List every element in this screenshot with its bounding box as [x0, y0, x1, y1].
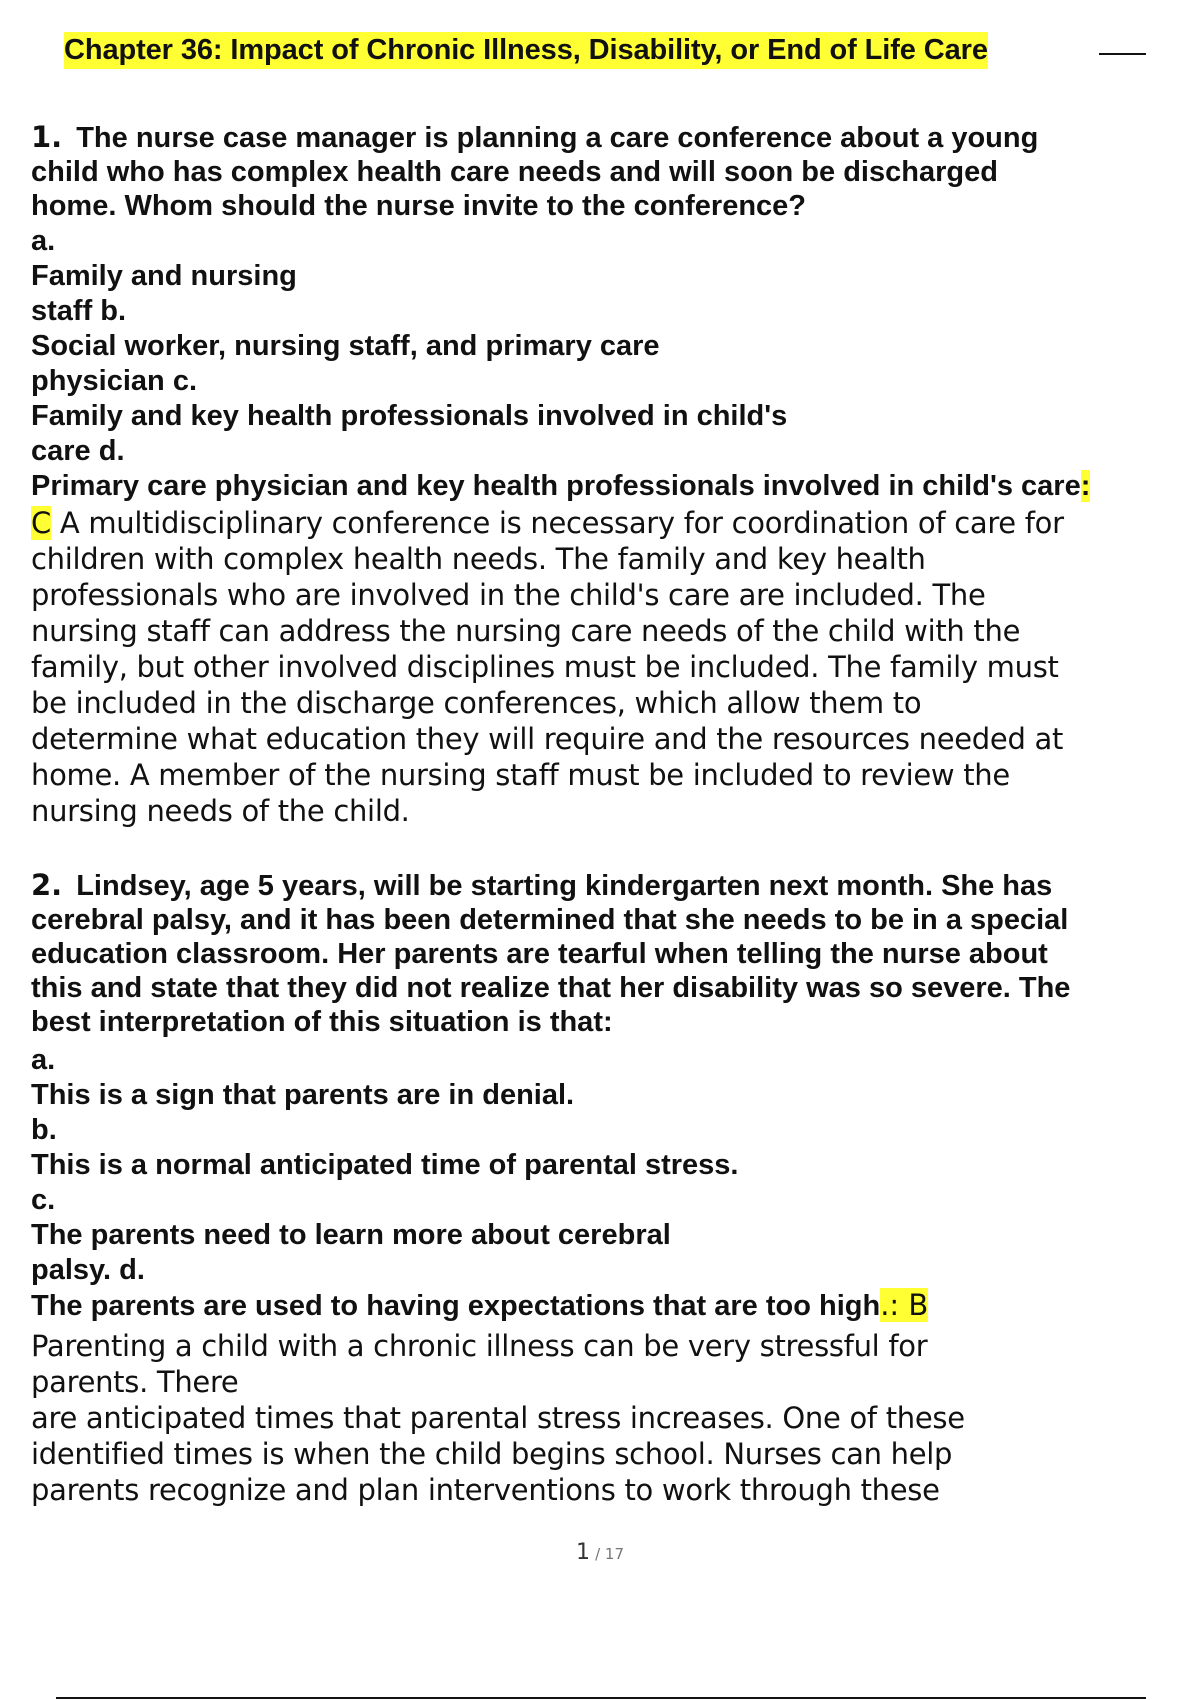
question-1 [31, 120, 1200, 223]
page-current: 1 [575, 1540, 590, 1565]
chapter-title: Chapter 36: Impact of Chronic Illness, Disability, or End of Life Care [64, 32, 988, 69]
question-stem-line: education classroom. Her parents are tearful when telling the nurse about [31, 938, 1048, 970]
question-number: 2. [31, 868, 63, 902]
option-line: Social worker, nursing staff, and primary care [31, 330, 660, 362]
option-line: care d. [31, 435, 125, 467]
option-line: palsy. d. [31, 1254, 145, 1286]
rationale-line: home. A member of the nursing staff must be included to review the [31, 758, 1010, 792]
option-line: b. [31, 1114, 57, 1146]
question-stem-line: best interpretation of this situation is that: [31, 1006, 613, 1038]
rationale-line: family, but other involved disciplines must be included. The family must [31, 650, 1059, 684]
question-number: 1. [31, 120, 63, 154]
footer-rule [56, 1697, 1146, 1699]
question-2 [31, 868, 1200, 1039]
question-1-rationale [31, 505, 1200, 829]
rationale-line: are anticipated times that parental stress increases. One of these [31, 1401, 965, 1435]
option-line: The parents are used to having expectations that are too high.: B [31, 1288, 929, 1322]
rationale-line: be included in the discharge conferences, which allow them to [31, 686, 922, 720]
option-line: The parents need to learn more about cerebral [31, 1219, 671, 1251]
question-stem-line: child who has complex health care needs and will soon be discharged [31, 156, 998, 188]
option-line: a. [31, 1044, 56, 1076]
option-line: physician c. [31, 365, 198, 397]
question-2-rationale [31, 1328, 1200, 1508]
option-line: Primary care physician and key health professionals involved in child's care: [31, 470, 1091, 502]
question-stem-line: cerebral palsy, and it has been determined that she needs to be in a special [31, 904, 1069, 936]
option-line: staff b. [31, 295, 127, 327]
question-stem-line: 2. Lindsey, age 5 years, will be starting kindergarten next month. She has [31, 868, 1053, 902]
answer-key: C [31, 506, 51, 540]
question-stem-line: home. Whom should the nurse invite to the conference? [31, 190, 807, 222]
rationale-line: professionals who are involved in the child's care are included. The [31, 578, 986, 612]
option-line: Family and key health professionals involved in child's [31, 400, 788, 432]
answer-key: .: B [880, 1288, 929, 1322]
option-line: Family and nursing [31, 260, 297, 292]
rationale-line: C A multidisciplinary conference is necessary for coordination of care for [31, 506, 1064, 540]
rationale-line: nursing staff can address the nursing care needs of the child with the [31, 614, 1021, 648]
chapter-title-row [56, 30, 1146, 72]
question-stem-line: this and state that they did not realize that her disability was so severe. The [31, 972, 1071, 1004]
page-total: / 17 [595, 1545, 624, 1563]
rationale-line: parents. There [31, 1365, 239, 1399]
rationale-line: Parenting a child with a chronic illness can be very stressful for [31, 1329, 928, 1363]
page-number [0, 1540, 1200, 1565]
rationale-line: nursing needs of the child. [31, 794, 410, 828]
question-2-options [31, 1043, 1200, 1324]
question-stem-line: 1. The nurse case manager is planning a care conference about a young [31, 120, 1039, 154]
answer-separator: : [1080, 470, 1091, 502]
option-line: This is a sign that parents are in denial. [31, 1079, 575, 1111]
rationale-line: children with complex health needs. The family and key health [31, 542, 926, 576]
option-line: This is a normal anticipated time of parental stress. [31, 1149, 739, 1181]
rationale-line: parents recognize and plan interventions to work through these [31, 1473, 940, 1507]
option-line: c. [31, 1184, 56, 1216]
option-line: a. [31, 225, 56, 257]
rationale-line: determine what education they will require and the resources needed at [31, 722, 1064, 756]
title-underline [1099, 53, 1146, 55]
rationale-line: identified times is when the child begins school. Nurses can help [31, 1437, 953, 1471]
question-1-options [31, 224, 1200, 504]
